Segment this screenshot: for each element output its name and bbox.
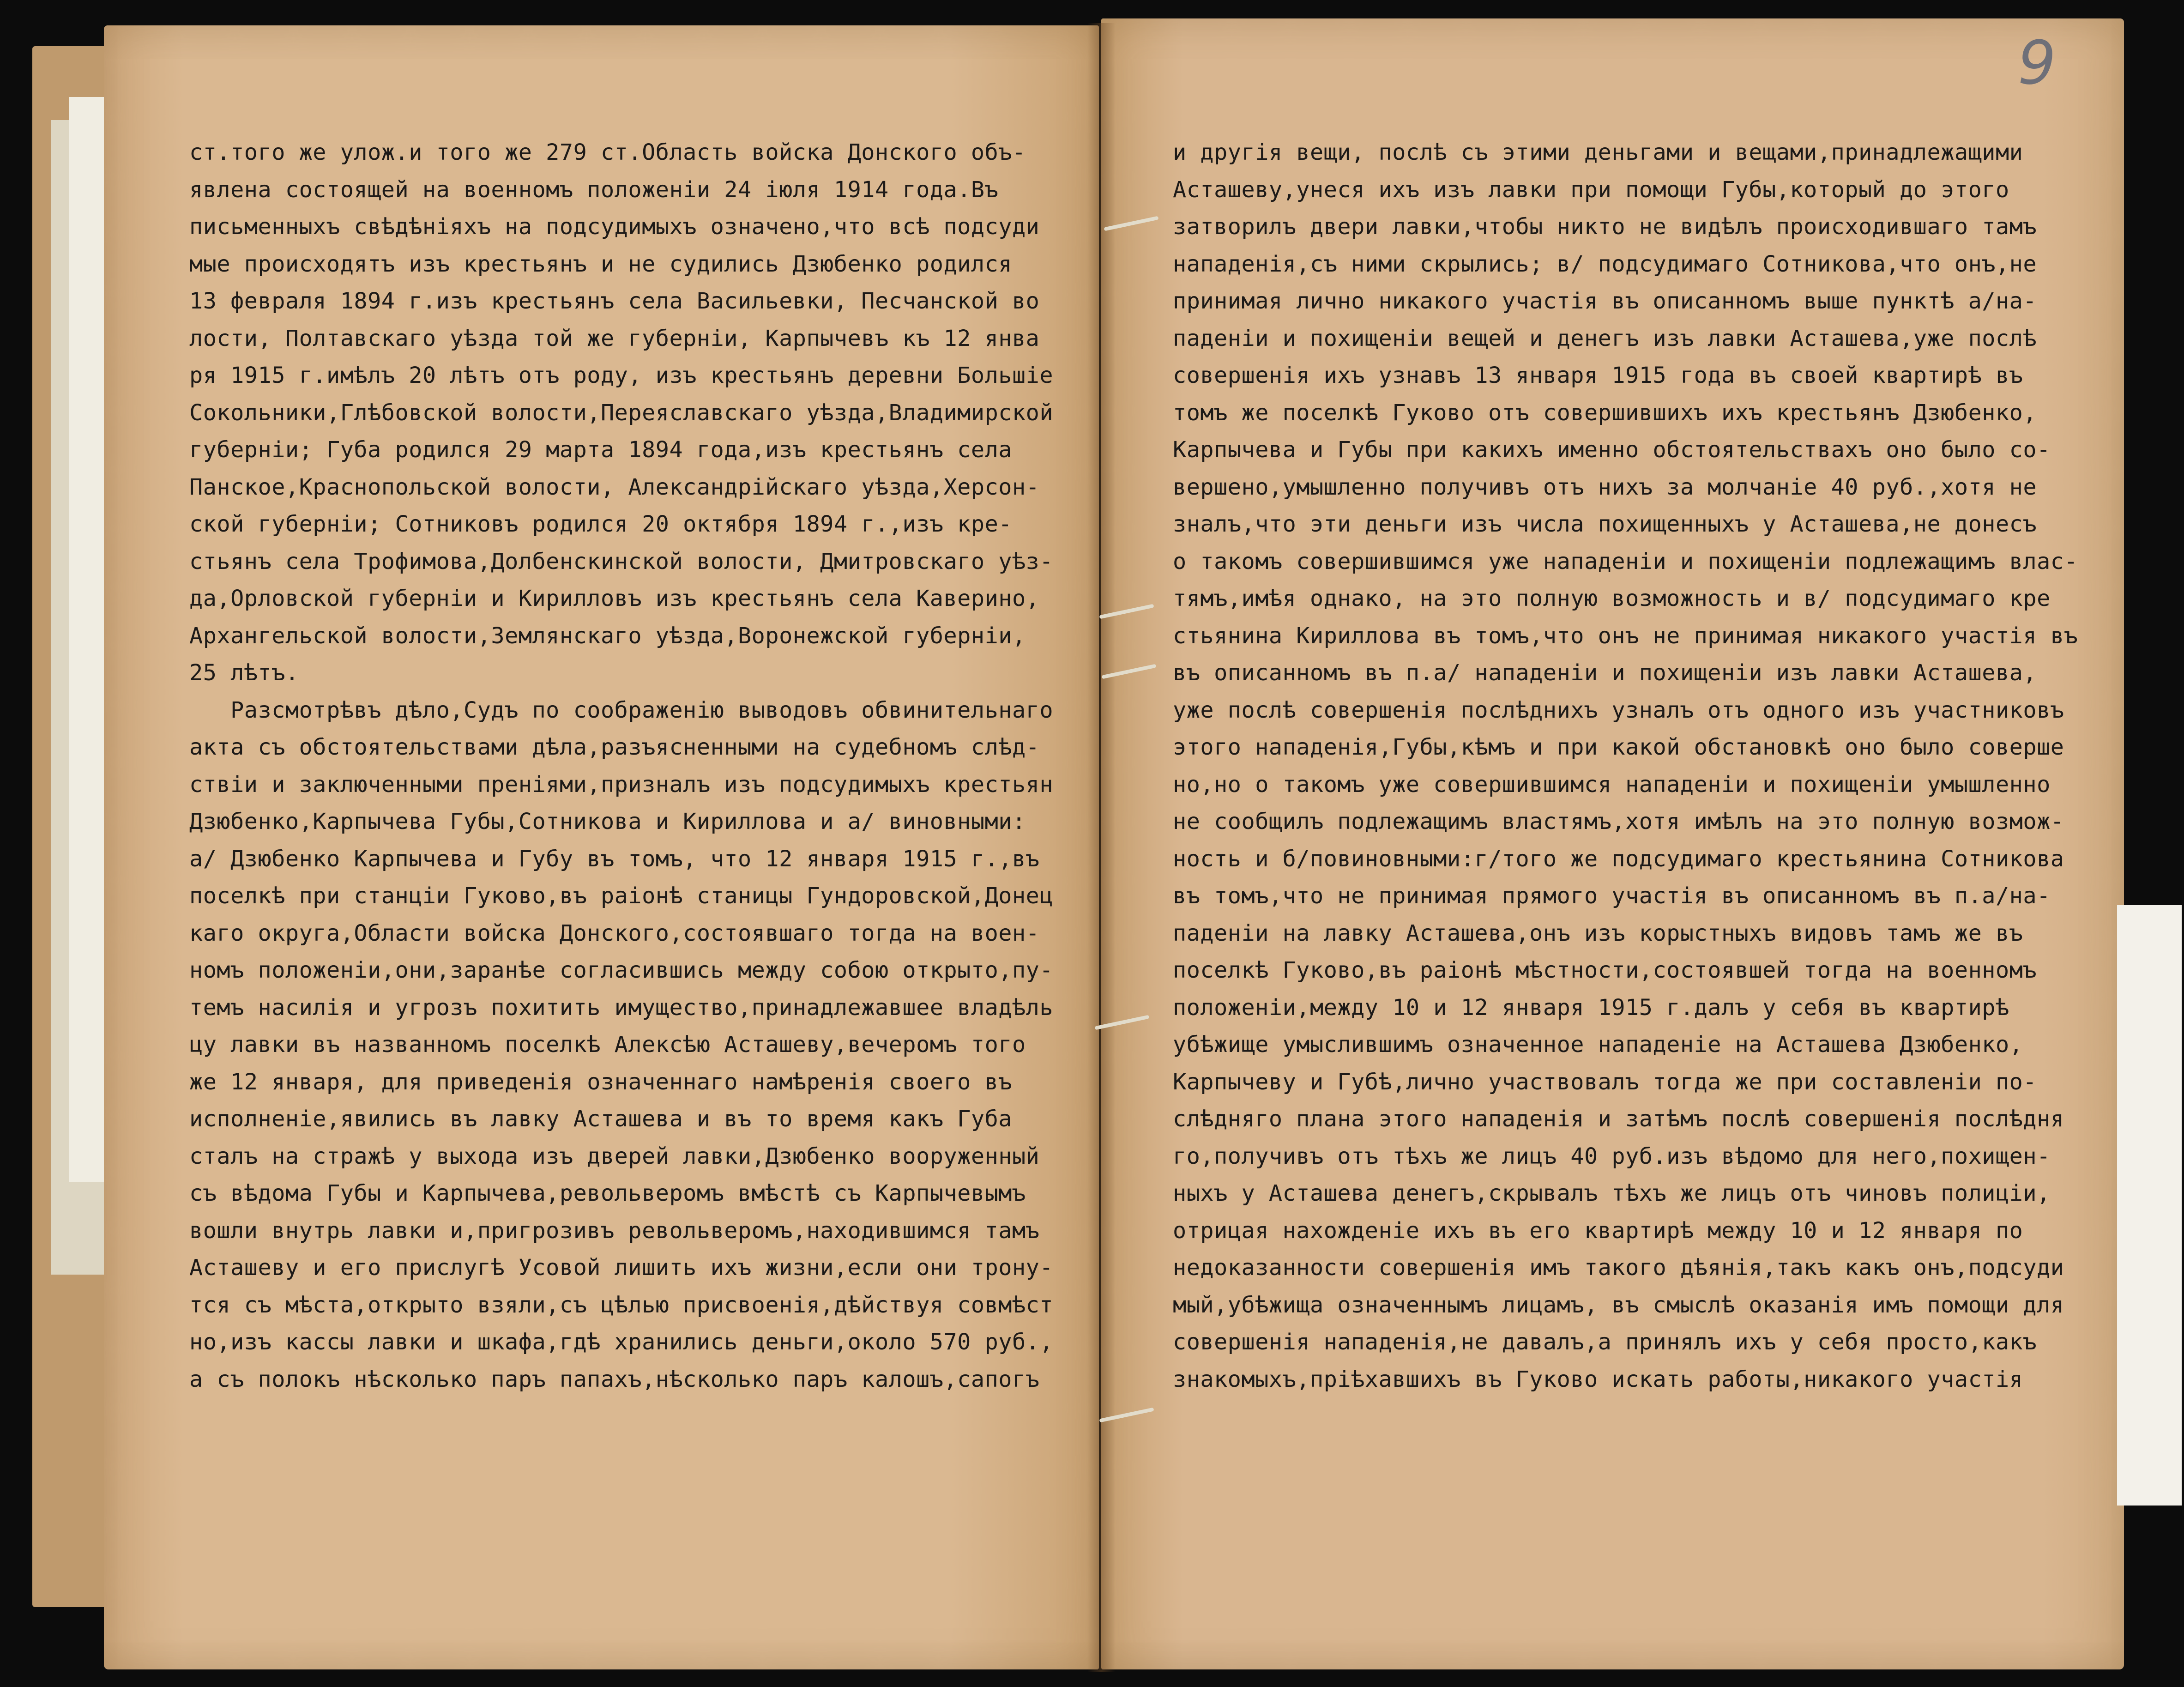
text-line: Сокольники,Глѣбовской волости,Переяславскаго уѣзда,Владимирской <box>189 399 1054 426</box>
text-line: ствiи и заключенными пренiями,призналъ изъ подсудимыхъ крестьян <box>189 771 1054 798</box>
text-line: но,но о такомъ уже совершившимся нападенiи и похищенiи умышленно <box>1173 771 2051 798</box>
text-line: цу лавки въ названномъ поселкѣ Алексѣю Асташеву,вечеромъ того <box>189 1032 1026 1058</box>
text-line: 13 февраля 1894 г.изъ крестьянъ села Васильевки, Песчанской во <box>189 288 1040 314</box>
text-line: Асташеву,унеся ихъ изъ лавки при помощи Губы,который до этого <box>1173 176 2009 203</box>
text-line: номъ положенiи,они,заранѣе согласившись между собою открыто,пу- <box>189 957 1054 983</box>
text-line: зналъ,что эти деньги изъ числа похищенныхъ у Асташева,не донесъ <box>1173 511 2037 537</box>
text-line: Асташеву и его прислугѣ Усовой лишить ихъ жизни,если они трону- <box>189 1255 1054 1281</box>
text-line: а/ Дзюбенко Карпычева и Губу въ томъ, что 12 января 1915 г.,въ <box>189 846 1040 872</box>
text-line: каго округа,Области войска Донского,состоявшаго тогда на воен- <box>189 920 1040 946</box>
text-line: вершено,умышленно получивъ отъ нихъ за молчанiе 40 руб.,хотя не <box>1173 474 2037 500</box>
text-line: сталъ на стражѣ у выхода изъ дверей лавки,Дзюбенко вооруженный <box>189 1143 1040 1169</box>
text-line: паденiи на лавку Асташева,онъ изъ корыстныхъ видовъ тамъ же въ <box>1173 920 2023 946</box>
text-line: акта съ обстоятельствами дѣла,разъясненными на судебномъ слѣд- <box>189 734 1040 760</box>
text-line: нападенiя,съ ними скрылись; в/ подсудимаго Сотникова,что онъ,не <box>1173 251 2037 277</box>
text-line: ст.того же улож.и того же 279 ст.Область войска Донского объ- <box>189 139 1026 165</box>
text-line: принимая лично никакого участiя въ описанномъ выше пунктѣ а/на- <box>1173 288 2037 314</box>
text-line: поселкѣ Гуково,въ раiонѣ мѣстности,состоявшей тогда на военномъ <box>1173 957 2037 983</box>
text-line: ныхъ у Асташева денегъ,скрывалъ тѣхъ же лицъ отъ чиновъ полицiи, <box>1173 1180 2051 1206</box>
text-line: знакомыхъ,прiѣхавшихъ въ Гуково искать работы,никакого участiя <box>1173 1366 2023 1392</box>
text-line: поселкѣ при станцiи Гуково,въ раiонѣ станицы Гундоровской,Донец <box>189 883 1054 909</box>
text-line: лости, Полтавскаго уѣзда той же губернiи, Карпычевъ къ 12 янва <box>189 325 1040 351</box>
text-line: стьянъ села Трофимова,Долбенскинской волости, Дмитровскаго уѣз- <box>189 548 1054 574</box>
text-line: го,получивъ отъ тѣхъ же лицъ 40 руб.изъ вѣдомо для него,похищен- <box>1173 1143 2051 1169</box>
text-line: мый,убѣжища означеннымъ лицамъ, въ смыслѣ оказанiя имъ помощи для <box>1173 1292 2064 1318</box>
text-line: Карпычева и Губы при какихъ именно обстоятельствахъ оно было со- <box>1173 437 2051 463</box>
text-line: Дзюбенко,Карпычева Губы,Сотникова и Кириллова и а/ виновными: <box>189 809 1026 834</box>
text-line: а съ полокъ нѣсколько паръ папахъ,нѣсколько паръ калошъ,сапогъ <box>189 1366 1040 1392</box>
left-page-text <box>189 134 1094 1398</box>
text-line: томъ же поселкѣ Гуково отъ совершившихъ ихъ крестьянъ Дзюбенко, <box>1173 399 2037 426</box>
text-line: съ вѣдома Губы и Карпычева,револьверомъ вмѣстѣ съ Карпычевымъ <box>189 1180 1026 1206</box>
text-line: тямъ,имѣя однако, на это полную возможность и в/ подсудимаго кре <box>1173 586 2051 611</box>
text-line: Разсмотрѣвъ дѣло,Судъ по соображенiю выводовъ обвинительнаго <box>189 697 1054 723</box>
text-line: мые происходятъ изъ крестьянъ и не судились Дзюбенко родился <box>189 251 1012 277</box>
text-line: 25 лѣтъ. <box>189 660 299 686</box>
right-page-text <box>1173 134 2110 1398</box>
text-line: да,Орловской губернiи и Кирилловъ изъ крестьянъ села Каверино, <box>189 586 1040 611</box>
text-line: Карпычеву и Губѣ,лично участвовалъ тогда же при составленiи по- <box>1173 1069 2037 1095</box>
text-line: этого нападенiя,Губы,кѣмъ и при какой обстановкѣ оно было соверше <box>1173 734 2064 760</box>
text-line: совершенiя ихъ узнавъ 13 января 1915 года въ своей квартирѣ въ <box>1173 363 2023 388</box>
text-line: ря 1915 г.имѣлъ 20 лѣтъ отъ роду, изъ крестьянъ деревни Большiе <box>189 363 1054 388</box>
text-line: ской губернiи; Сотниковъ родился 20 октября 1894 г.,изъ кре- <box>189 511 1012 537</box>
text-line: темъ насилiя и угрозъ похитить имущество,принадлежавшее владѣль <box>189 994 1054 1021</box>
text-line: уже послѣ совершенiя послѣднихъ узналъ отъ одного изъ участниковъ <box>1173 697 2064 723</box>
text-line: убѣжище умыслившимъ означенное нападенiе на Асташева Дзюбенко, <box>1173 1032 2023 1058</box>
text-line: вошли внутрь лавки и,пригрозивъ револьверомъ,находившимся тамъ <box>189 1217 1040 1244</box>
text-line: тся съ мѣста,открыто взяли,съ цѣлью присвоенiя,дѣйствуя совмѣст <box>189 1292 1054 1318</box>
text-line: губернiи; Губа родился 29 марта 1894 года,изъ крестьянъ села <box>189 437 1012 463</box>
text-line: затворилъ двери лавки,чтобы никто не видѣлъ происходившаго тамъ <box>1173 214 2037 240</box>
inserted-paper-slip <box>2117 905 2182 1506</box>
text-line: явлена состоящей на военномъ положенiи 24 iюля 1914 года.Въ <box>189 176 999 203</box>
text-line: же 12 января, для приведенiя означеннаго намѣренiя своего въ <box>189 1069 1012 1095</box>
text-line: слѣдняго плана этого нападенiя и затѣмъ послѣ совершенiя послѣдня <box>1173 1106 2064 1132</box>
text-line: положенiи,между 10 и 12 января 1915 г.далъ у себя въ квартирѣ <box>1173 994 2009 1021</box>
text-line: недоказанности совершенiя имъ такого дѣянiя,такъ какъ онъ,подсуди <box>1173 1255 2064 1281</box>
text-line: исполненiе,явились въ лавку Асташева и въ то время какъ Губа <box>189 1106 1012 1132</box>
text-line: паденiи и похищенiи вещей и денегъ изъ лавки Асташева,уже послѣ <box>1173 325 2037 351</box>
text-line: Панское,Краснопольской волости, Александрiйскаго уѣзда,Херсон- <box>189 474 1040 500</box>
text-line: ность и б/повиновными:г/того же подсудимаго крестьянина Сотникова <box>1173 846 2064 872</box>
text-line: не сообщилъ подлежащимъ властямъ,хотя имѣлъ на это полную возмож- <box>1173 809 2064 834</box>
text-line: о такомъ совершившимся уже нападенiи и похищенiи подлежащимъ влас- <box>1173 548 2078 574</box>
text-line: совершенiя нападенiя,не давалъ,а принялъ ихъ у себя просто,какъ <box>1173 1329 2037 1355</box>
folio-number: 9 <box>2018 28 2056 98</box>
text-line: въ томъ,что не принимая прямого участiя въ описанномъ въ п.а/на- <box>1173 883 2051 909</box>
text-line: и другiя вещи, послѣ съ этими деньгами и вещами,принадлежащими <box>1173 139 2023 165</box>
text-line: стьянина Кириллова въ томъ,что онъ не принимая никакого участiя въ <box>1173 623 2078 649</box>
text-line: письменныхъ свѣдѣнiяхъ на подсудимыхъ означено,что всѣ подсуди <box>189 214 1040 240</box>
text-line: но,изъ кассы лавки и шкафа,гдѣ хранились деньги,около 570 руб., <box>189 1329 1054 1355</box>
text-line: Архангельской волости,Землянскаго уѣзда,Воронежской губернiи, <box>189 623 1026 649</box>
text-line: отрицая нахожденiе ихъ въ его квартирѣ между 10 и 12 января по <box>1173 1217 2023 1244</box>
text-line: въ описанномъ въ п.а/ нападенiи и похищенiи изъ лавки Асташева, <box>1173 660 2037 686</box>
